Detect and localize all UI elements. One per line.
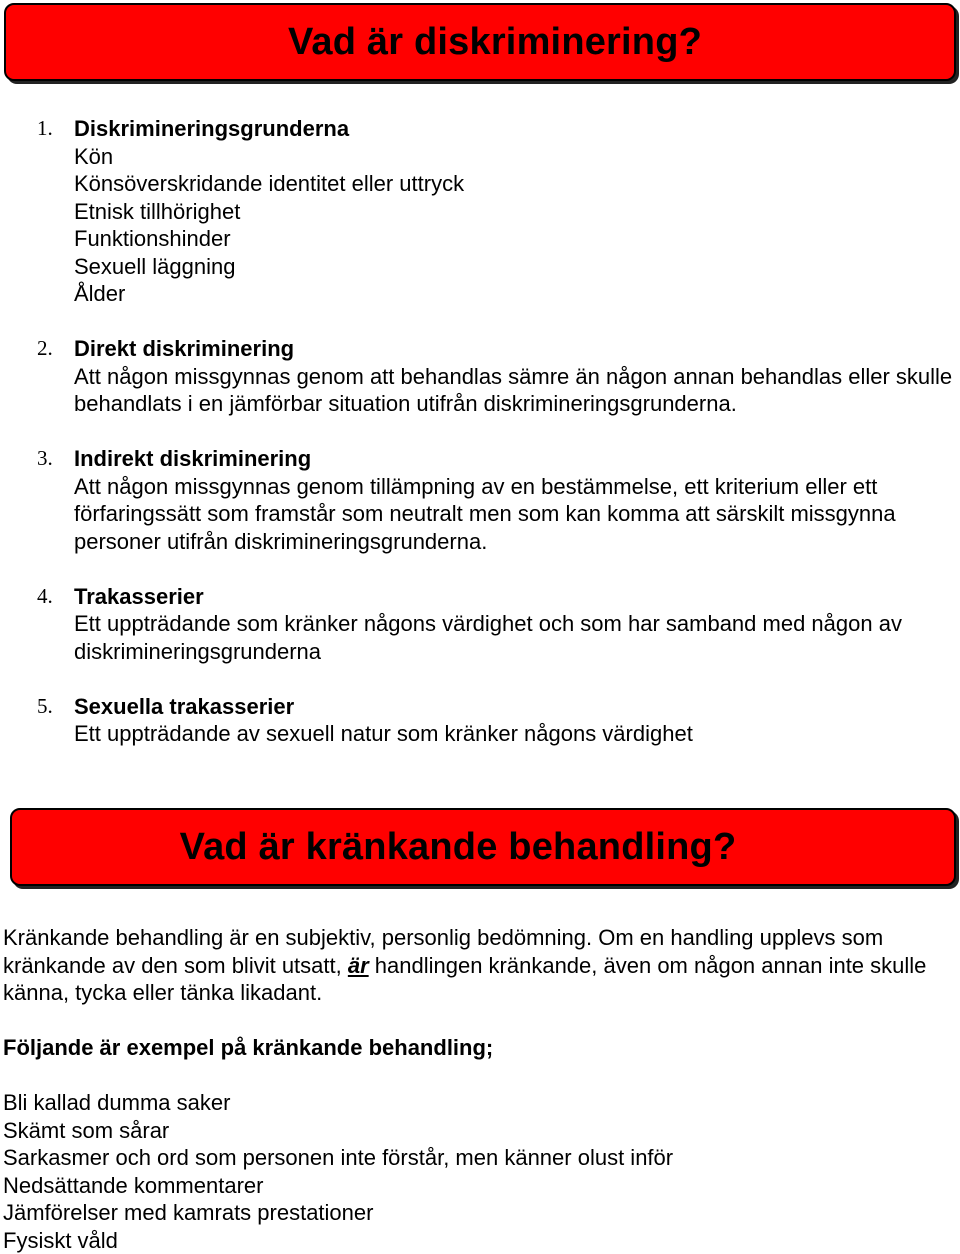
example-item: Sarkasmer och ord som personen inte förstår, men känner olust inför [3, 1145, 674, 1170]
example-item: Bli kallad dumma saker [3, 1090, 231, 1115]
ground-item: Könsöverskridande identitet eller uttryck [74, 171, 465, 196]
abusive-treatment-section [3, 924, 960, 1254]
list-item-body: Att någon missgynnas genom att behandlas sämre än någon annan behandlas eller skulle behandlats i en jämförbar situation utifrån diskrimineringsgrunderna. [74, 363, 953, 416]
list-item-body: Ett uppträdande som kränker någons värdighet och som har samband med någon av diskrimineringsgrunderna [74, 611, 902, 664]
ground-item: Sexuell läggning [74, 253, 236, 279]
paragraph-emphasis: är [347, 952, 369, 978]
heading-discrimination: Vad är diskriminering? [287, 21, 703, 63]
examples-list [3, 1089, 960, 1254]
paragraph-text-before: Kränkande behandling är en subjektiv, personlig bedömning. Om en handling upplevs som kränkande av den som blivit utsatt, [3, 925, 884, 978]
grounds-list [74, 143, 960, 308]
list-item [0, 693, 960, 748]
definition-paragraph [3, 924, 960, 1007]
list-item [0, 583, 960, 666]
example-item: Nedsättande kommentarer [3, 1172, 264, 1198]
paragraph-text-after: handlingen kränkande, även om någon annan inte skulle känna, tycka eller tänka likadant. [3, 952, 927, 1005]
list-number: 5. [37, 693, 53, 718]
list-item-title: Indirekt diskriminering [74, 446, 312, 471]
heading-banner-abusive-treatment [10, 808, 956, 886]
list-item [0, 115, 960, 308]
example-item: Jämförelser med kamrats prestationer [3, 1200, 374, 1225]
example-item: Skämt som sårar [3, 1117, 170, 1143]
ground-item: Ålder [74, 281, 126, 306]
ground-item: Funktionshinder [74, 226, 231, 251]
heading-banner-discrimination [4, 3, 956, 81]
list-item-title: Diskrimineringsgrunderna [74, 116, 350, 141]
list-number: 2. [37, 336, 53, 360]
list-item [0, 445, 960, 555]
list-item-title: Sexuella trakasserier [74, 693, 295, 719]
list-item-body: Att någon missgynnas genom tillämpning av en bestämmelse, ett kriterium eller ett förfaringssätt som framstår som neutralt men som kan komma att särskilt missgynna personer utifrån diskrimineringsgrunderna. [74, 473, 896, 554]
list-item-title: Trakasserier [74, 583, 204, 609]
discrimination-list [0, 115, 960, 775]
ground-item: Etnisk tillhörighet [74, 198, 241, 224]
examples-heading: Följande är exempel på kränkande behandling; [3, 1035, 494, 1060]
list-item-title: Direkt diskriminering [74, 336, 295, 361]
list-item [0, 335, 960, 418]
list-number: 4. [37, 583, 53, 608]
list-item-body: Ett uppträdande av sexuell natur som kränker någons värdighet [74, 721, 693, 746]
list-number: 3. [37, 446, 53, 470]
ground-item: Kön [74, 143, 114, 169]
heading-abusive-treatment: Vad är kränkande behandling? [179, 826, 737, 868]
example-item: Fysiskt våld [3, 1227, 118, 1253]
list-number: 1. [37, 116, 53, 140]
